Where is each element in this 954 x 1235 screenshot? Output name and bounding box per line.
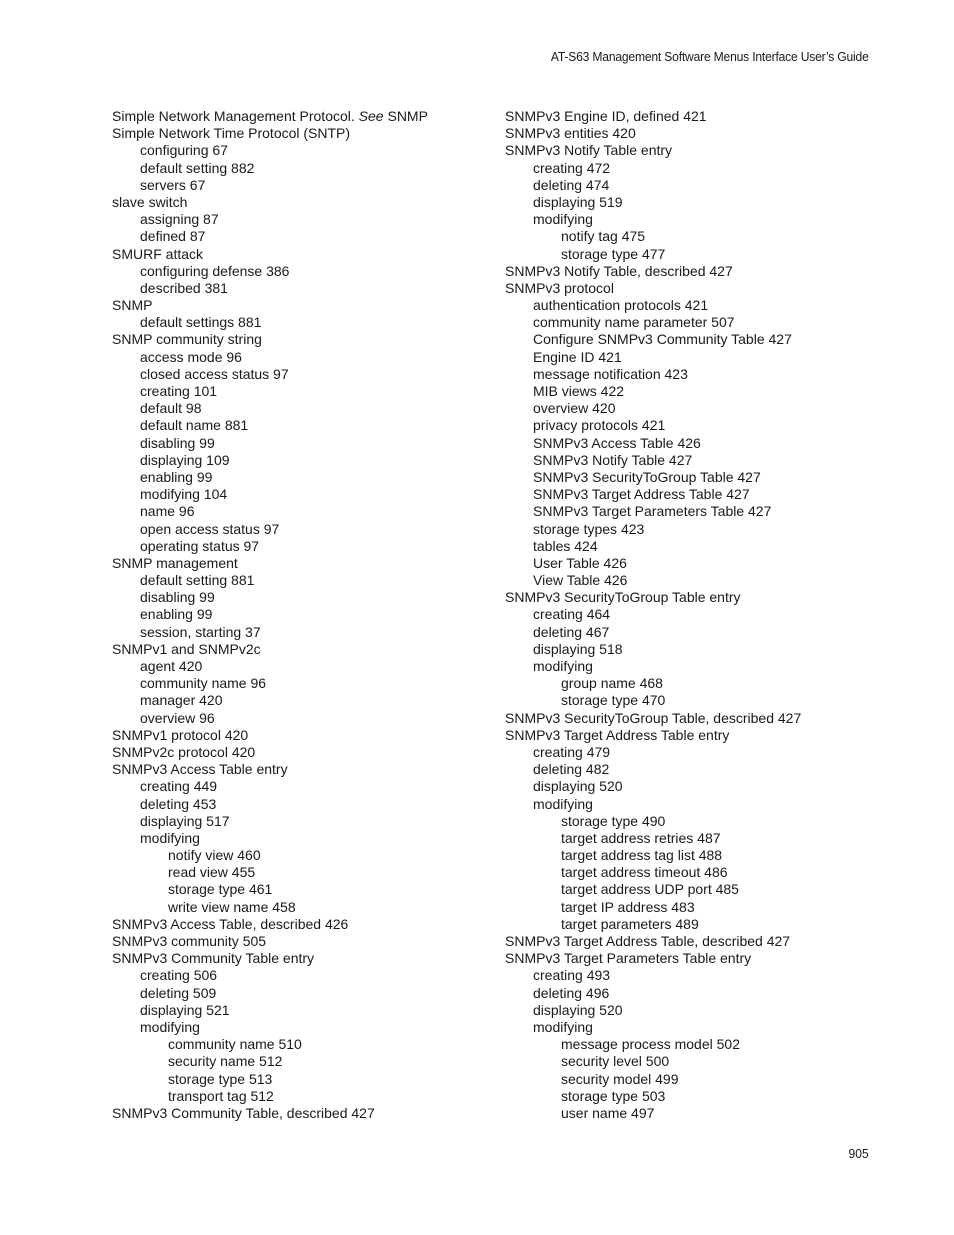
index-entry-level-2 — [112, 263, 492, 280]
index-entry-text: displaying 520 — [533, 1001, 623, 1018]
index-entry-level-3 — [505, 830, 865, 847]
index-entry-text: name 96 — [140, 503, 195, 520]
index-entry-text: target IP address 483 — [561, 898, 695, 915]
index-entry-level-2 — [112, 228, 492, 245]
index-entry-level-3 — [505, 899, 865, 916]
index-entry-text: creating 464 — [533, 606, 611, 623]
index-entry-text: Engine ID 421 — [533, 348, 622, 365]
index-entry-text: SNMPv3 community 505 — [112, 933, 267, 949]
index-entry-text: disabling 99 — [140, 589, 215, 606]
index-entry-level-2 — [112, 1019, 492, 1036]
index-entry-text: security name 512 — [168, 1053, 283, 1070]
index-entry-level-2 — [505, 658, 865, 675]
index-entry-level-2 — [112, 503, 492, 520]
index-entry-text: overview 96 — [140, 709, 215, 726]
index-entry-level-2 — [505, 641, 865, 658]
index-entry-level-3 — [505, 228, 865, 245]
index-entry-text: enabling 99 — [140, 468, 213, 485]
index-entry-level-2 — [112, 624, 492, 641]
index-entry-text: SNMPv3 Target Address Table 427 — [533, 486, 750, 503]
index-entry-text: modifying — [533, 795, 593, 812]
index-entry-text: creating 506 — [140, 967, 218, 984]
index-entry-text: displaying 518 — [533, 640, 623, 657]
index-entry-level-2 — [505, 383, 865, 400]
index-entry-text: open access status 97 — [140, 520, 280, 537]
index-column-right — [505, 108, 865, 1122]
index-entry-text: configuring defense 386 — [140, 262, 290, 279]
index-entry-text: privacy protocols 421 — [533, 417, 666, 434]
index-entry-level-2 — [505, 211, 865, 228]
index-entry-level-2 — [112, 160, 492, 177]
index-entry-text: View Table 426 — [533, 572, 628, 589]
index-entry-text: modifying — [533, 211, 593, 228]
see-target: SNMP — [383, 108, 428, 124]
index-entry-level-2 — [112, 469, 492, 486]
index-entry-text: SNMPv3 entities 420 — [505, 125, 636, 142]
index-entry-level-2 — [112, 452, 492, 469]
index-entry-text: community name parameter 507 — [533, 314, 735, 331]
index-entry-text: SNMPv3 Notify Table, described 427 — [505, 262, 733, 279]
index-entry-level-3 — [112, 881, 492, 898]
index-entry-level-1 — [112, 246, 492, 263]
index-entry-text: displaying 520 — [533, 778, 623, 795]
index-entry-text: Simple Network Management Protocol. — [112, 108, 359, 124]
index-entry-text: displaying 109 — [140, 451, 230, 468]
index-entry-level-2 — [112, 538, 492, 555]
index-entry-level-2 — [505, 297, 865, 314]
index-entry-level-1 — [112, 641, 492, 658]
index-entry-text: SNMP — [112, 297, 153, 314]
index-entry-text: configuring 67 — [140, 142, 228, 159]
index-entry-level-2 — [505, 606, 865, 623]
index-entry-text: creating 479 — [533, 743, 611, 760]
index-entry-text: modifying — [533, 658, 593, 674]
index-entry-level-2 — [505, 194, 865, 211]
index-entry-level-1 — [112, 331, 492, 348]
index-entry-text: deleting 496 — [533, 984, 610, 1001]
index-entry-text: tables 424 — [533, 537, 598, 554]
index-entry-level-2 — [112, 606, 492, 623]
index-entry-level-1 — [112, 194, 492, 211]
index-entry-level-2 — [505, 744, 865, 761]
index-entry-level-1 — [505, 710, 865, 727]
index-entry-level-2 — [112, 589, 492, 606]
index-entry-text: User Table 426 — [533, 554, 627, 571]
index-entry-level-2 — [505, 486, 865, 503]
index-entry-text: modifying — [140, 829, 200, 846]
index-entry-level-3 — [505, 1071, 865, 1088]
index-entry-level-3 — [505, 1053, 865, 1070]
index-entry-level-3 — [505, 813, 865, 830]
index-entry-text: SNMPv3 Target Parameters Table 427 — [533, 503, 772, 520]
index-entry-level-2 — [505, 400, 865, 417]
running-header: AT-S63 Management Software Menus Interface User’s Guide — [551, 49, 869, 64]
index-entry-level-2 — [505, 331, 865, 348]
index-entry-text: target address tag list 488 — [561, 847, 723, 864]
index-entry-level-2 — [112, 417, 492, 434]
index-entry-level-1 — [112, 125, 492, 142]
index-entry-level-3 — [505, 246, 865, 263]
index-entry-text: target parameters 489 — [561, 915, 699, 932]
index-entry-text: SNMPv2c protocol 420 — [112, 743, 256, 760]
index-entry-level-1 — [505, 142, 865, 159]
index-entry-text: described 381 — [140, 279, 228, 296]
index-entry-text: SNMPv1 protocol 420 — [112, 726, 249, 743]
index-entry-text: storage type 461 — [168, 881, 273, 898]
index-entry-text: target address UDP port 485 — [561, 881, 739, 898]
index-entry-level-3 — [505, 1036, 865, 1053]
index-entry-text: displaying 517 — [140, 812, 230, 829]
index-entry-level-2 — [505, 572, 865, 589]
index-entry-text: SNMPv3 SecurityToGroup Table 427 — [533, 468, 761, 485]
index-entry-level-2 — [112, 366, 492, 383]
index-entry-level-3 — [112, 899, 492, 916]
index-entry-text: storage type 503 — [561, 1087, 666, 1104]
index-entry-text: storage type 470 — [561, 692, 666, 709]
index-entry-level-2 — [112, 692, 492, 709]
index-entry-level-2 — [112, 177, 492, 194]
index-entry-level-1 — [505, 950, 865, 967]
index-entry-text: message notification 423 — [533, 365, 688, 382]
index-entry-text: MIB views 422 — [533, 383, 625, 399]
index-entry-level-2 — [505, 366, 865, 383]
index-entry-text: SNMPv3 protocol — [505, 279, 614, 296]
index-entry-text: SNMPv3 Notify Table 427 — [533, 451, 693, 468]
index-entry-level-1 — [505, 280, 865, 297]
index-entry-level-2 — [505, 417, 865, 434]
index-entry-text: SNMPv3 Access Table 426 — [533, 434, 701, 451]
index-entry-level-2 — [112, 349, 492, 366]
index-entry-level-2 — [505, 469, 865, 486]
index-entry-text: message process model 502 — [561, 1036, 740, 1053]
index-entry-level-2 — [112, 211, 492, 228]
index-entry-text: default setting 881 — [140, 572, 255, 589]
index-entry-level-2 — [112, 314, 492, 331]
index-entry-level-1 — [505, 263, 865, 280]
index-entry-text: SNMPv3 Access Table entry — [112, 761, 288, 778]
index-entry-level-3 — [505, 692, 865, 709]
index-entry-level-2 — [505, 349, 865, 366]
index-entry-level-2 — [112, 572, 492, 589]
index-entry-level-2 — [112, 280, 492, 297]
index-entry-text: default name 881 — [140, 417, 249, 434]
index-entry-level-1 — [505, 108, 865, 125]
index-entry-level-1 — [505, 125, 865, 142]
index-entry-level-2 — [505, 452, 865, 469]
index-entry-level-3 — [505, 1105, 865, 1122]
index-entry-level-3 — [505, 881, 865, 898]
index-entry-text: SNMPv1 and SNMPv2c — [112, 640, 261, 657]
index-entry-text: operating status 97 — [140, 537, 260, 554]
index-entry-level-2 — [112, 710, 492, 727]
index-entry-level-3 — [505, 675, 865, 692]
index-entry-text: transport tag 512 — [168, 1087, 274, 1104]
index-entry-level-1 — [505, 933, 865, 950]
index-entry-text: read view 455 — [168, 864, 256, 881]
index-entry-level-2 — [112, 830, 492, 847]
index-entry-text: session, starting 37 — [140, 623, 261, 640]
index-entry-text: SNMPv3 Target Parameters Table entry — [505, 950, 752, 967]
index-entry-text: storage type 490 — [561, 812, 666, 829]
index-entry-text: manager 420 — [140, 692, 223, 709]
index-entry-text: modifying — [140, 1018, 200, 1035]
index-entry-level-1 — [112, 950, 492, 967]
index-entry-text: defined 87 — [140, 228, 206, 245]
index-entry-level-3 — [505, 864, 865, 881]
index-entry-text: displaying 521 — [140, 1001, 230, 1018]
index-entry-level-1 — [505, 589, 865, 606]
index-entry-level-2 — [505, 761, 865, 778]
index-entry-text: modifying 104 — [140, 486, 228, 503]
index-entry-text: SNMPv3 Engine ID, defined 421 — [505, 108, 707, 124]
index-entry-level-2 — [112, 521, 492, 538]
index-entry-text: deleting 509 — [140, 984, 217, 1001]
index-entry-level-2 — [112, 400, 492, 417]
index-entry-text: deleting 482 — [533, 761, 610, 778]
index-entry-level-3 — [112, 1088, 492, 1105]
index-entry-level-1 — [112, 297, 492, 314]
index-entry-level-2 — [505, 1002, 865, 1019]
index-entry-level-2 — [505, 435, 865, 452]
index-entry-level-3 — [112, 1036, 492, 1053]
index-entry-level-2 — [505, 177, 865, 194]
index-entry-text: agent 420 — [140, 658, 203, 674]
index-entry-level-1 — [112, 761, 492, 778]
index-entry-level-2 — [112, 967, 492, 984]
index-entry-text: SNMP community string — [112, 331, 262, 348]
index-entry-level-1 — [112, 108, 492, 125]
index-entry-text: access mode 96 — [140, 348, 242, 365]
index-entry-text: creating 101 — [140, 383, 218, 399]
index-entry-level-1 — [112, 744, 492, 761]
index-entry-text: community name 96 — [140, 675, 267, 692]
index-entry-level-2 — [112, 435, 492, 452]
see-reference: See — [358, 108, 384, 124]
index-entry-text: security level 500 — [561, 1053, 670, 1070]
index-entry-level-2 — [505, 538, 865, 555]
index-entry-text: notify tag 475 — [561, 228, 646, 245]
index-entry-level-2 — [505, 555, 865, 572]
page-number: 905 — [848, 1146, 869, 1161]
index-entry-text: SNMPv3 SecurityToGroup Table, described 427 — [505, 709, 802, 726]
index-entry-level-2 — [112, 658, 492, 675]
index-entry-level-2 — [112, 796, 492, 813]
index-entry-level-1 — [112, 916, 492, 933]
index-entry-level-1 — [112, 555, 492, 572]
index-entry-level-3 — [505, 1088, 865, 1105]
index-entry-level-2 — [112, 778, 492, 795]
index-entry-text: overview 420 — [533, 400, 616, 417]
index-entry-text: notify view 460 — [168, 847, 261, 864]
index-entry-text: write view name 458 — [168, 898, 296, 915]
index-entry-level-1 — [112, 1105, 492, 1122]
index-entry-level-2 — [505, 503, 865, 520]
index-entry-text: storage types 423 — [533, 520, 645, 537]
index-entry-text: Configure SNMPv3 Community Table 427 — [533, 331, 792, 348]
index-entry-level-3 — [112, 1053, 492, 1070]
index-entry-level-3 — [505, 916, 865, 933]
index-entry-level-2 — [505, 1019, 865, 1036]
index-entry-text: authentication protocols 421 — [533, 297, 709, 314]
index-entry-text: user name 497 — [561, 1104, 655, 1121]
index-entry-text: default 98 — [140, 400, 202, 417]
index-entry-level-2 — [505, 967, 865, 984]
index-entry-text: creating 493 — [533, 967, 611, 984]
index-entry-level-2 — [505, 778, 865, 795]
index-entry-text: SNMPv3 Notify Table entry — [505, 142, 673, 159]
index-entry-text: storage type 477 — [561, 245, 666, 262]
index-entry-text: modifying — [533, 1018, 593, 1035]
index-entry-level-2 — [505, 796, 865, 813]
index-entry-level-2 — [112, 1002, 492, 1019]
index-entry-text: closed access status 97 — [140, 365, 289, 382]
index-entry-level-2 — [112, 675, 492, 692]
index-entry-text: creating 449 — [140, 778, 218, 795]
index-entry-level-2 — [112, 813, 492, 830]
index-entry-level-2 — [112, 142, 492, 159]
index-entry-level-2 — [112, 383, 492, 400]
index-entry-text: target address timeout 486 — [561, 864, 728, 881]
index-entry-text: SNMPv3 Access Table, described 426 — [112, 915, 349, 932]
index-entry-level-3 — [112, 847, 492, 864]
index-entry-text: assigning 87 — [140, 211, 219, 228]
index-entry-text: SNMPv3 Community Table, described 427 — [112, 1104, 375, 1121]
index-entry-text: community name 510 — [168, 1036, 302, 1053]
index-column-left — [112, 108, 492, 1122]
index-entry-text: SNMPv3 Target Address Table entry — [505, 726, 730, 743]
index-entry-text: creating 472 — [533, 159, 611, 176]
index-entry-text: storage type 513 — [168, 1070, 273, 1087]
index-entry-text: default settings 881 — [140, 314, 262, 331]
index-entry-text: Simple Network Time Protocol (SNTP) — [112, 125, 351, 142]
index-entry-text: SNMPv3 Community Table entry — [112, 950, 315, 967]
index-entry-text: slave switch — [112, 193, 188, 210]
index-entry-level-1 — [112, 727, 492, 744]
index-entry-text: SMURF attack — [112, 245, 204, 262]
index-entry-text: default setting 882 — [140, 159, 255, 176]
index-entry-level-3 — [505, 847, 865, 864]
index-entry-level-3 — [112, 1071, 492, 1088]
index-entry-text: security model 499 — [561, 1070, 679, 1087]
index-entry-text: deleting 453 — [140, 795, 217, 812]
index-entry-level-3 — [112, 864, 492, 881]
index-entry-text: deleting 474 — [533, 176, 610, 193]
index-entry-level-2 — [112, 985, 492, 1002]
index-entry-text: SNMP management — [112, 554, 238, 571]
index-entry-text: displaying 519 — [533, 193, 623, 210]
index-entry-text: target address retries 487 — [561, 829, 721, 846]
index-entry-level-2 — [505, 314, 865, 331]
index-entry-text: disabling 99 — [140, 434, 215, 451]
index-entry-level-2 — [112, 486, 492, 503]
index-entry-level-2 — [505, 985, 865, 1002]
index-entry-level-1 — [112, 933, 492, 950]
index-entry-text: servers 67 — [140, 176, 206, 193]
index-entry-level-2 — [505, 624, 865, 641]
index-entry-text: SNMPv3 SecurityToGroup Table entry — [505, 589, 741, 606]
index-entry-text: SNMPv3 Target Address Table, described 427 — [505, 933, 791, 949]
index-entry-level-1 — [505, 727, 865, 744]
index-entry-level-2 — [505, 521, 865, 538]
index-entry-text: enabling 99 — [140, 606, 213, 623]
index-entry-text: group name 468 — [561, 675, 663, 692]
index-entry-text: deleting 467 — [533, 623, 610, 640]
index-entry-level-2 — [505, 160, 865, 177]
